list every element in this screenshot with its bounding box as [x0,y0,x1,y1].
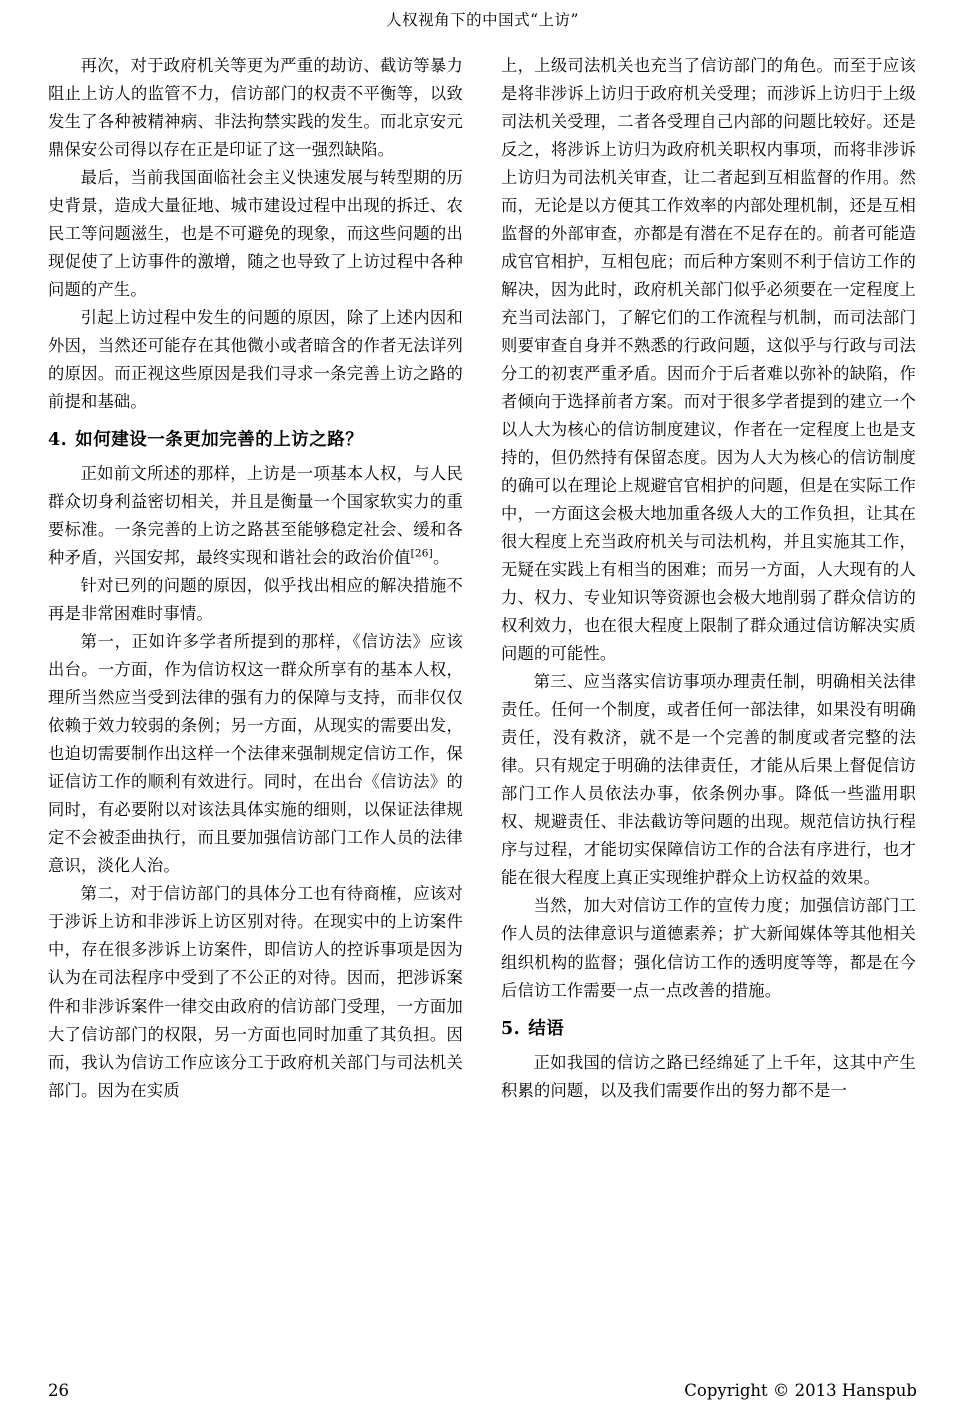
running-head: 人权视角下的中国式“上访” [386,11,579,29]
paragraph: 再次，对于政府机关等更为严重的劫访、截访等暴力阻止上访人的监管不力，信访部门的权责不平衡等，以致发生了各种被精神病、非法拘禁实践的发生。而北京安元鼎保安公司得以存在正是印证了这一强烈缺陷。 [48,56,463,160]
paragraph: 正如我国的信访之路已经绵延了上千年，这其中产生积累的问题，以及我们需要作出的努力都不是一 [501,1052,916,1100]
section-title: 结语 [528,1018,565,1039]
paragraph: 引起上访过程中发生的问题的原因，除了上述内因和外因，当然还可能存在其他微小或者暗含的作者无法详列的原因。而正视这些原因是我们寻求一条完善上访之路的前提和基础。 [48,308,463,412]
paragraph [48,460,463,572]
section-number: 4. [48,430,68,451]
paragraph: 第二，对于信访部门的具体分工也有待商榷，应该对于涉诉上访和非涉诉上访区别对待。在现实中的上访案件中，存在很多涉诉上访案件，即信访人的控诉事项是因为认为在司法程序中受到了不公正的对待。因而，把涉诉案件和非涉诉案件一律交由政府的信访部门受理，一方面加大了信访部门的权限，另一方面也同时加重了其负担。因而，我认为信访工作应该分工于政府机关部门与司法机关部门。因为在实质 [48,884,463,1100]
section-number: 5. [501,1018,521,1039]
paragraph-tail: 。 [432,548,450,568]
paragraph-text: 正如前文所述的那样，上访是一项基本人权，与人民群众切身利益密切相关，并且是衡量一个国家软实力的重要标准。一条完善的上访之路甚至能够稳定社会、缓和各种矛盾，兴国安邦，最终实现和谐社会的政治价值 [48,464,463,568]
paragraph: 当然，加大对信访工作的宣传力度；加强信访部门工作人员的法律意识与道德素养；扩大新闻媒体等其他相关组织机构的监督；强化信访工作的透明度等等，都是在今后信访工作需要一点一点改善的措施。 [501,896,916,1000]
paragraph: 第一，正如许多学者所提到的那样，《信访法》应该出台。一方面，作为信访权这一群众所享有的基本人权，理所当然应当受到法律的强有力的保障与支持，而非仅仅依赖于效力较弱的条例；另一方面，从现实的需要出发，也迫切需要制作出这样一个法律来强制规定信访工作，保证信访工作的顺利有效进行。同时，在出台《信访法》的同时，有必要附以对该法具体实施的细则，以保证法律规定不会被歪曲执行，而且要加强信访部门工作人员的法律意识，淡化人治。 [48,632,463,876]
right-column [501,52,916,1337]
paragraph: 针对已列的问题的原因，似乎找出相应的解决措施不再是非常困难时事情。 [48,576,463,624]
page-number: 26 [48,1381,69,1400]
section-title: 如何建设一条更加完善的上访之路？ [75,430,364,451]
section-heading-5 [501,1015,916,1043]
page-footer [48,1381,917,1400]
paragraph: 上，上级司法机关也充当了信访部门的角色。而至于应该是将非涉诉上访归于政府机关受理；而涉诉上访归于上级司法机关受理，二者各受理自己内部的问题比较好。还是反之，将涉诉上访归为政府机关职权内事项，而将非涉诉上访归为司法机关审查，让二者起到互相监督的作用。然而，无论是以方便其工作效率的内部处理机制，还是互相监督的外部审查，亦都是有潜在不足存在的。前者可能造成官官相护，互相包庇；而后种方案则不利于信访工作的解决，因为此时，政府机关部门似乎必须要在一定程度上充当司法部门，了解它们的工作流程与机制，而司法部门则要审查自身并不熟悉的行政问题，这似乎与行政与司法分工的初衷严重矛盾。因而介于后者难以弥补的缺陷，作者倾向于选择前者方案。而对于很多学者提到的建立一个以人大为核心的信访制度建议，作者在一定程度上也是支持的，但仍然持有保留态度。因为人大为核心的信访制度的确可以在理论上规避官官相护的问题，但是在实际工作中，一方面这会极大地加重各级人大的工作负担，让其在很大程度上充当政府机关与司法机构，并且实施其工作，无疑在实践上有相当的困难；而另一方面，人大现有的人力、权力、专业知识等资源也会极大地削弱了群众信访的权利效力，也在很大程度上限制了群众通过信访解决实质问题的可能性。 [501,56,916,664]
two-column-body [48,52,917,1337]
paragraph: 第三、应当落实信访事项办理责任制，明确相关法律责任。任何一个制度，或者任何一部法律，如果没有明确责任，没有救济，就不是一个完善的制度或者完整的法律。只有规定于明确的法律责任，才能从后果上督促信访部门工作人员依法办事，依条例办事。降低一些滥用职权、规避责任、非法截访等问题的出现。规范信访执行程序与过程，才能切实保障信访工作的合法有序进行，也才能在很大程度上真正实现维护群众上访权益的效果。 [501,672,916,888]
paragraph: 最后，当前我国面临社会主义快速发展与转型期的历史背景，造成大量征地、城市建设过程中出现的拆迁、农民工等问题滋生，也是不可避免的现象，而这些问题的出现促使了上访事件的激增，随之也导致了上访过程中各种问题的产生。 [48,168,463,300]
citation-marker: [26] [410,547,433,560]
left-column [48,52,463,1337]
copyright-notice: Copyright © 2013 Hanspub [684,1381,917,1400]
section-heading-4 [48,426,463,454]
